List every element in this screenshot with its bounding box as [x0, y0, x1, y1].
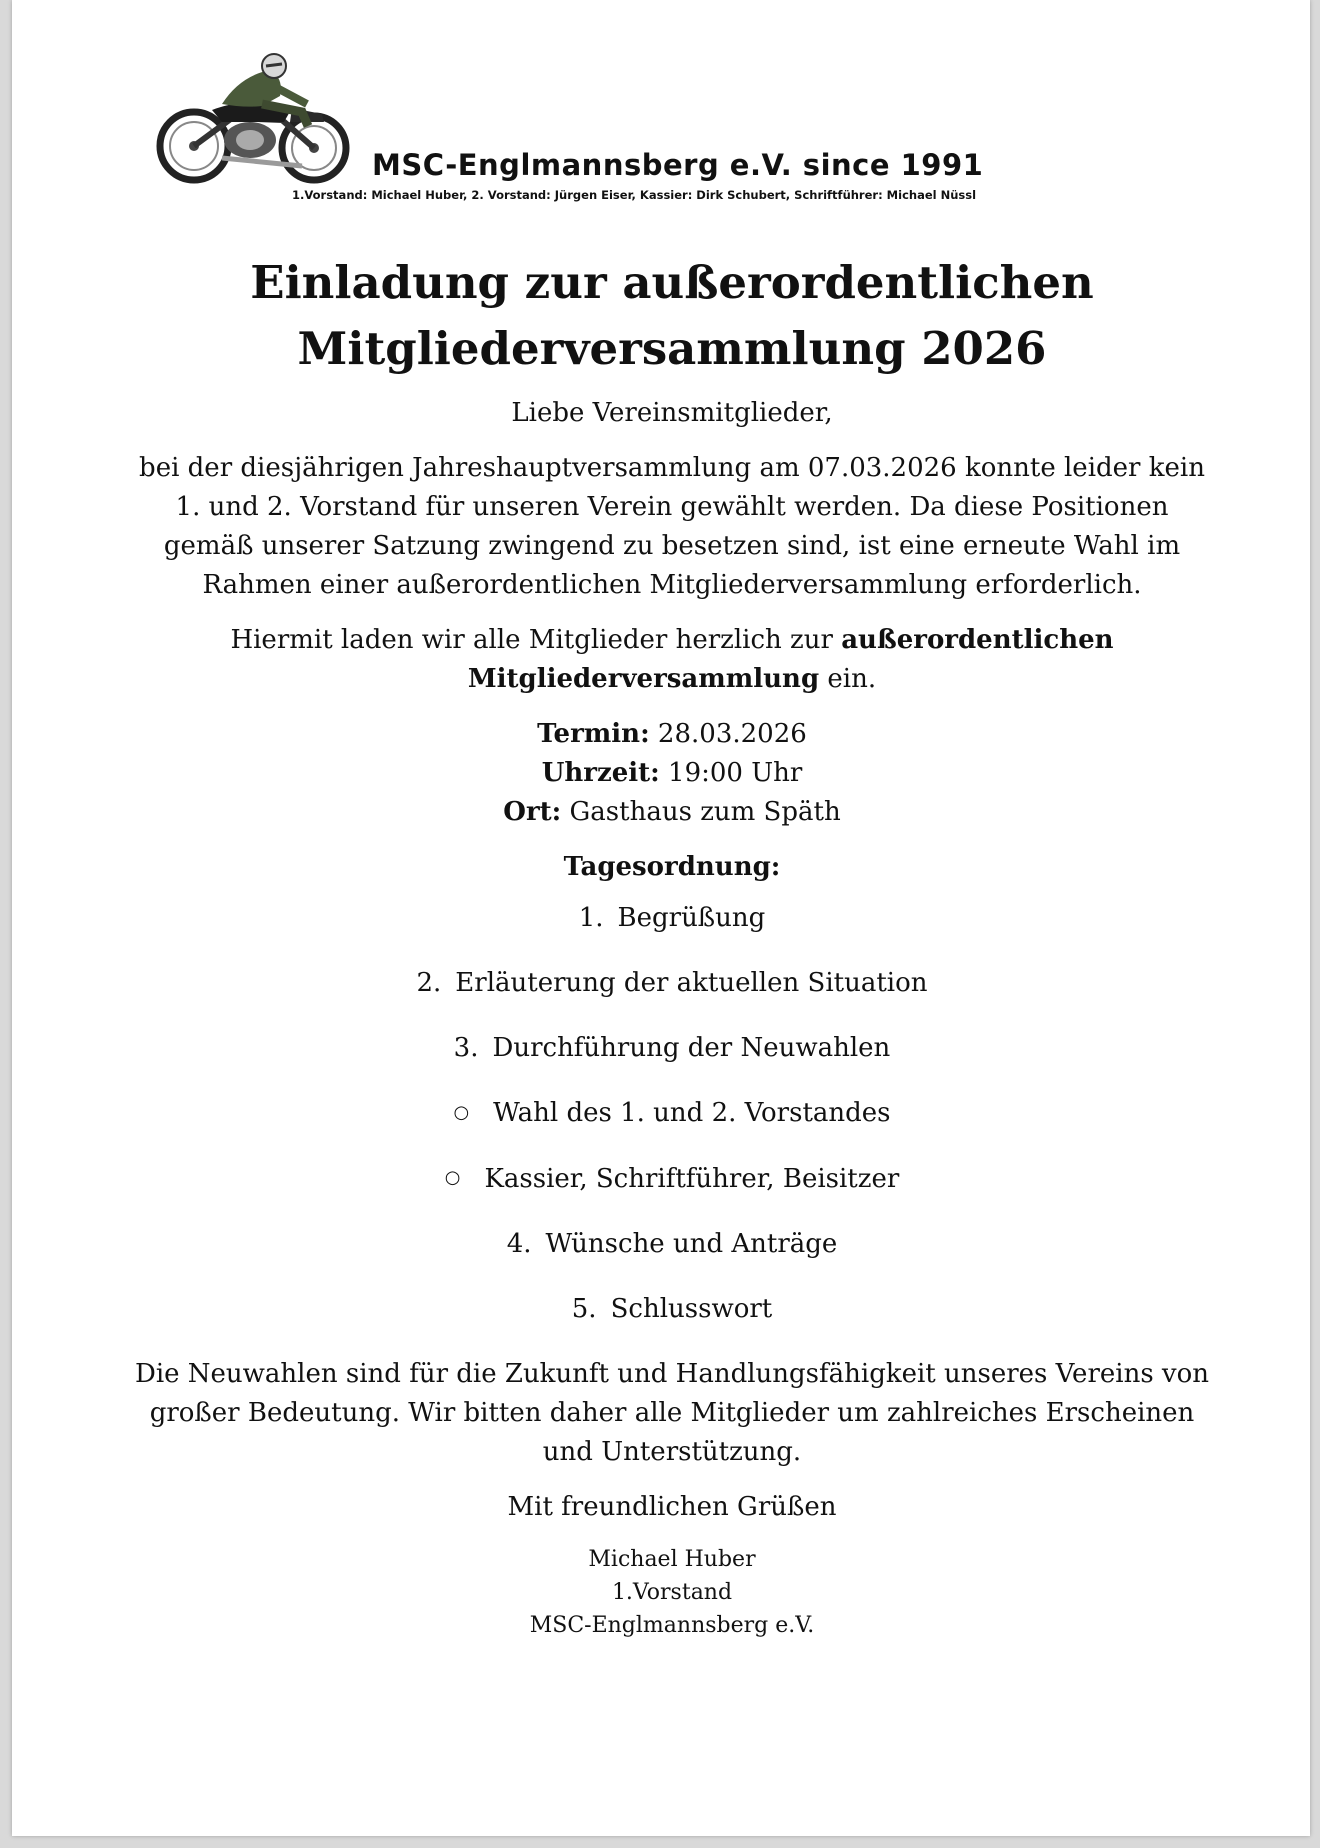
invitation-text-before: Hiermit laden wir alle Mitglieder herzlich zur — [230, 625, 842, 655]
agenda-number: 5. — [571, 1294, 597, 1324]
place-row — [132, 793, 1212, 832]
agenda-text: Kassier, Schriftführer, Beisitzer — [484, 1163, 900, 1194]
agenda-text: Wahl des 1. und 2. Vorstandes — [493, 1098, 891, 1128]
agenda-number: 3. — [453, 1033, 479, 1063]
place-label: Ort: — [503, 797, 562, 827]
agenda-heading: Tagesordnung: — [563, 852, 781, 882]
signer-name: Michael Huber — [588, 1547, 756, 1572]
time-row — [132, 754, 1212, 793]
agenda-item-3 — [132, 1029, 1212, 1068]
signature-block — [132, 1543, 1212, 1642]
agenda-item-4 — [132, 1225, 1212, 1264]
agenda-number: 4. — [506, 1229, 532, 1259]
date-row — [132, 715, 1212, 754]
intro-paragraph: bei der diesjährigen Jahreshauptversammlung am 07.03.2026 konnte leider kein 1. und 2. Vorstand für unseren Verein gewählt werden. Da diese Positionen gemäß unserer Satzung zwingend zu besetzen sind, ist eine erneute Wahl im Rahmen einer außerordentlichen Mitgliederversammlung erforderlich. — [139, 453, 1205, 600]
regards: Mit freundlichen Grüßen — [507, 1492, 837, 1522]
document-page — [12, 0, 1310, 1836]
board-members-line: 1.Vorstand: Michael Huber, 2. Vorstand: Jürgen Eiser, Kassier: Dirk Schubert, Schriftführer: Michael Nüssl — [292, 188, 977, 202]
letter-body — [132, 250, 1212, 1642]
agenda-item-5 — [132, 1290, 1212, 1329]
agenda-subitem-2 — [132, 1160, 1212, 1200]
invitation-text-bold: außerordentlichen Mitgliederversammlung — [467, 625, 1114, 694]
agenda-text: Schlusswort — [610, 1294, 773, 1324]
agenda-subitem-1 — [132, 1094, 1212, 1134]
closing-paragraph: Die Neuwahlen sind für die Zukunft und Handlungsfähigkeit unseres Vereins von großer Bedeutung. Wir bitten daher alle Mitglieder um zahlreiches Erscheinen und Unterstützung. — [134, 1359, 1210, 1467]
agenda-item-2 — [132, 964, 1212, 1003]
date-label: Termin: — [537, 719, 650, 749]
letterhead — [152, 48, 1052, 208]
agenda-number: 1. — [578, 903, 604, 933]
title-line-1: Einladung zur außerordentlichen — [250, 256, 1094, 309]
motorcycle-rider-icon — [152, 48, 362, 188]
agenda-text: Durchführung der Neuwahlen — [492, 1033, 891, 1063]
invitation-paragraph — [132, 621, 1212, 699]
club-name: MSC-Englmannsberg e.V. since 1991 — [372, 148, 984, 182]
hollow-bullet-icon: ○ — [444, 1167, 461, 1188]
meeting-details — [132, 715, 1212, 832]
agenda-item-1 — [132, 899, 1212, 938]
greeting: Liebe Vereinsmitglieder, — [511, 398, 833, 428]
agenda-number: 2. — [416, 968, 442, 998]
hollow-bullet-icon: ○ — [453, 1101, 470, 1123]
title-line-2: Mitgliederversammlung 2026 — [297, 322, 1047, 375]
place-value: Gasthaus zum Späth — [561, 797, 841, 827]
invitation-text-after: ein. — [819, 664, 877, 694]
signer-club: MSC-Englmannsberg e.V. — [529, 1613, 815, 1638]
time-value: 19:00 Uhr — [659, 758, 803, 788]
agenda-list — [132, 899, 1212, 1329]
time-label: Uhrzeit: — [541, 758, 660, 788]
date-value: 28.03.2026 — [649, 719, 807, 749]
agenda-text: Begrüßung — [617, 903, 766, 933]
agenda-text: Wünsche und Anträge — [545, 1229, 838, 1259]
agenda-text: Erläuterung der aktuellen Situation — [455, 968, 928, 998]
document-title — [132, 250, 1212, 382]
signer-role: 1.Vorstand — [611, 1580, 733, 1605]
